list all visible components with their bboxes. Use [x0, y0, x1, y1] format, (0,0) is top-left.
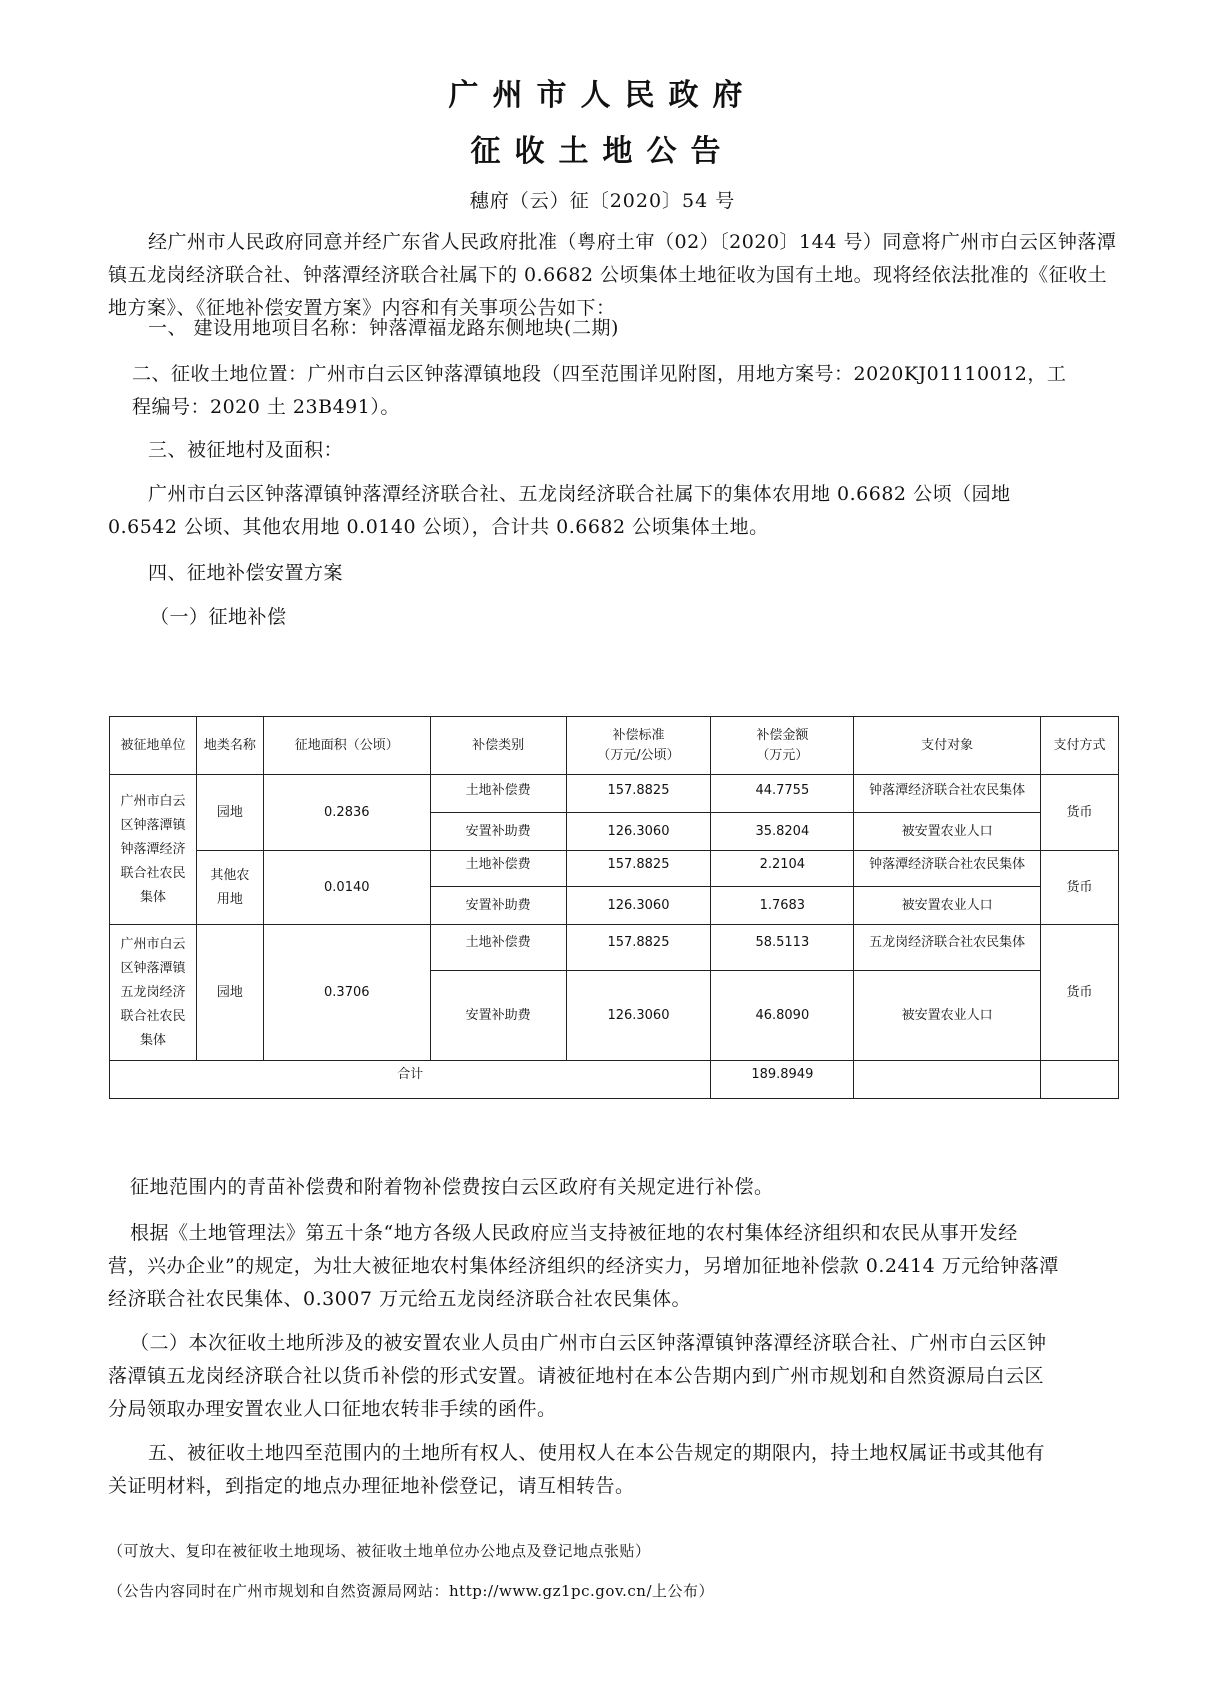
total-payee-empty: [854, 1061, 1041, 1099]
r1-payee-a: 钟落潭经济联合社农民集体: [854, 775, 1041, 813]
header-amount: [711, 717, 854, 775]
section-3-text-line1: 广州市白云区钟落潭镇钟落潭经济联合社、五龙岗经济联合社属下的集体农用地 0.6682 公顷（园地: [148, 483, 1011, 505]
r1-amt-a: 44.7755: [711, 775, 854, 813]
table-total-row: [110, 1061, 1119, 1099]
r3-payee-a: 五龙岗经济联合社农民集体: [854, 925, 1041, 971]
r1-type-b: 安置补助费: [430, 813, 566, 851]
header-standard-line1: 补偿标准: [612, 727, 665, 743]
r2-std-a: 157.8825: [566, 851, 711, 887]
r1-std-a: 157.8825: [566, 775, 711, 813]
r2-amt-a: 2.2104: [711, 851, 854, 887]
r2-area: 0.0140: [263, 851, 430, 925]
r2-method: 货币: [1041, 851, 1119, 925]
additional-compensation-line2: 营，兴办企业”的规定，为壮大被征地农村集体经济组织的经济实力，另增加征地补偿款 0.2414 万元给钟落潭: [108, 1255, 1059, 1277]
posting-footnote: （可放大、复印在被征收土地现场、被征收土地单位办公地点及登记地点张贴）: [108, 1542, 651, 1560]
resettlement-line1: （二）本次征收土地所涉及的被安置农业人员由广州市白云区钟落潭镇钟落潭经济联合社、广州市白云区钟: [130, 1332, 1047, 1354]
unit-2-cell: 广州市白云区钟落潭镇五龙岗经济联合社农民集体: [110, 925, 197, 1061]
section-2-location-line1: 二、征收土地位置：广州市白云区钟落潭镇地段（四至范围详见附图，用地方案号：2020KJ01110012，工: [132, 363, 1067, 385]
total-amount: 189.8949: [711, 1061, 854, 1099]
section-3-text-line2: 0.6542 公顷、其他农用地 0.0140 公顷），合计共 0.6682 公顷集体土地。: [108, 516, 769, 538]
section-4-heading: 四、征地补偿安置方案: [148, 562, 344, 584]
compensation-table: [109, 716, 1119, 1099]
r3-amt-a: 58.5113: [711, 925, 854, 971]
r1-method: 货币: [1041, 775, 1119, 851]
r3-std-b: 126.3060: [566, 971, 711, 1061]
table-header-row: [110, 717, 1119, 775]
r1-type-a: 土地补偿费: [430, 775, 566, 813]
notice-title: 征收土地公告: [470, 134, 735, 169]
r2-payee-a: 钟落潭经济联合社农民集体: [854, 851, 1041, 887]
section-5-line1: 五、被征收土地四至范围内的土地所有权人、使用权人在本公告规定的期限内，持土地权属证书或其他有: [148, 1442, 1046, 1464]
r1-std-b: 126.3060: [566, 813, 711, 851]
table-row: [110, 775, 1119, 813]
unit-1-cell: 广州市白云区钟落潭镇钟落潭经济联合社农民集体: [110, 775, 197, 925]
header-unit: 被征地单位: [110, 717, 197, 775]
r2-type-b: 安置补助费: [430, 887, 566, 925]
r3-method: 货币: [1041, 925, 1119, 1061]
r3-amt-b: 46.8090: [711, 971, 854, 1061]
header-payee: 支付对象: [854, 717, 1041, 775]
section-2-location-line2: 程编号：2020 土 23B491）。: [132, 396, 400, 418]
r3-area: 0.3706: [263, 925, 430, 1061]
r1-payee-b: 被安置农业人口: [854, 813, 1041, 851]
r3-payee-b: 被安置农业人口: [854, 971, 1041, 1061]
r1-amt-b: 35.8204: [711, 813, 854, 851]
r1-area: 0.2836: [263, 775, 430, 851]
r3-std-a: 157.8825: [566, 925, 711, 971]
additional-compensation-line3: 经济联合社农民集体、0.3007 万元给五龙岗经济联合社农民集体。: [108, 1288, 692, 1310]
header-comp-type: 补偿类别: [430, 717, 566, 775]
intro-paragraph: 经广州市人民政府同意并经广东省人民政府批准（粤府土审（02）〔2020〕144 号）同意将广州市白云区钟落潭镇五龙岗经济联合社、钟落潭经济联合社属下的 0.6682 公顷集体土地征收为国有土地。现将经依法批准的《征收土地方案》、《征地补偿安置方案》内容和有关事项公告如下：: [108, 231, 1117, 319]
section-3-heading: 三、被征地村及面积：: [148, 439, 344, 461]
total-label: 合计: [110, 1061, 711, 1099]
r3-type-a: 土地补偿费: [430, 925, 566, 971]
section-1-project-name: 一、 建设用地项目名称：钟落潭福龙路东侧地块(二期): [148, 317, 619, 339]
section-5-line2: 关证明材料，到指定的地点办理征地补偿登记，请互相转告。: [108, 1475, 635, 1497]
table-row: [110, 925, 1119, 971]
header-land-type: 地类名称: [196, 717, 263, 775]
r3-type-b: 安置补助费: [430, 971, 566, 1061]
header-amount-line2: （万元）: [756, 747, 809, 763]
r2-land-type: 其他农用地: [196, 851, 263, 925]
resettlement-line2: 落潭镇五龙岗经济联合社以货币补偿的形式安置。请被征地村在本公告期内到广州市规划和自然资源局白云区: [108, 1365, 1045, 1387]
additional-compensation-line1: 根据《土地管理法》第五十条“地方各级人民政府应当支持被征地的农村集体经济组织和农民从事开发经: [130, 1222, 1018, 1244]
header-standard-line2: （万元/公顷）: [597, 747, 680, 763]
total-method-empty: [1041, 1061, 1119, 1099]
r2-std-b: 126.3060: [566, 887, 711, 925]
notice-authority-title: 广州市人民政府: [448, 78, 757, 113]
table-row: [110, 851, 1119, 887]
r1-land-type: 园地: [196, 775, 263, 851]
resettlement-line3: 分局领取办理安置农业人口征地农转非手续的函件。: [108, 1398, 557, 1420]
r2-type-a: 土地补偿费: [430, 851, 566, 887]
header-method: 支付方式: [1041, 717, 1119, 775]
r3-land-type: 园地: [196, 925, 263, 1061]
crop-compensation-paragraph: 征地范围内的青苗补偿费和附着物补偿费按白云区政府有关规定进行补偿。: [130, 1176, 774, 1198]
header-standard: [566, 717, 711, 775]
website-footnote: （公告内容同时在广州市规划和自然资源局网站：http://www.gz1pc.gov.cn/上公布）: [108, 1582, 715, 1600]
section-4-sub-heading: （一）征地补偿: [150, 606, 287, 628]
document-number: 穗府（云）征〔2020〕54 号: [469, 190, 736, 212]
r2-amt-b: 1.7683: [711, 887, 854, 925]
r2-payee-b: 被安置农业人口: [854, 887, 1041, 925]
header-area: 征地面积（公顷）: [263, 717, 430, 775]
header-amount-line1: 补偿金额: [756, 727, 809, 743]
